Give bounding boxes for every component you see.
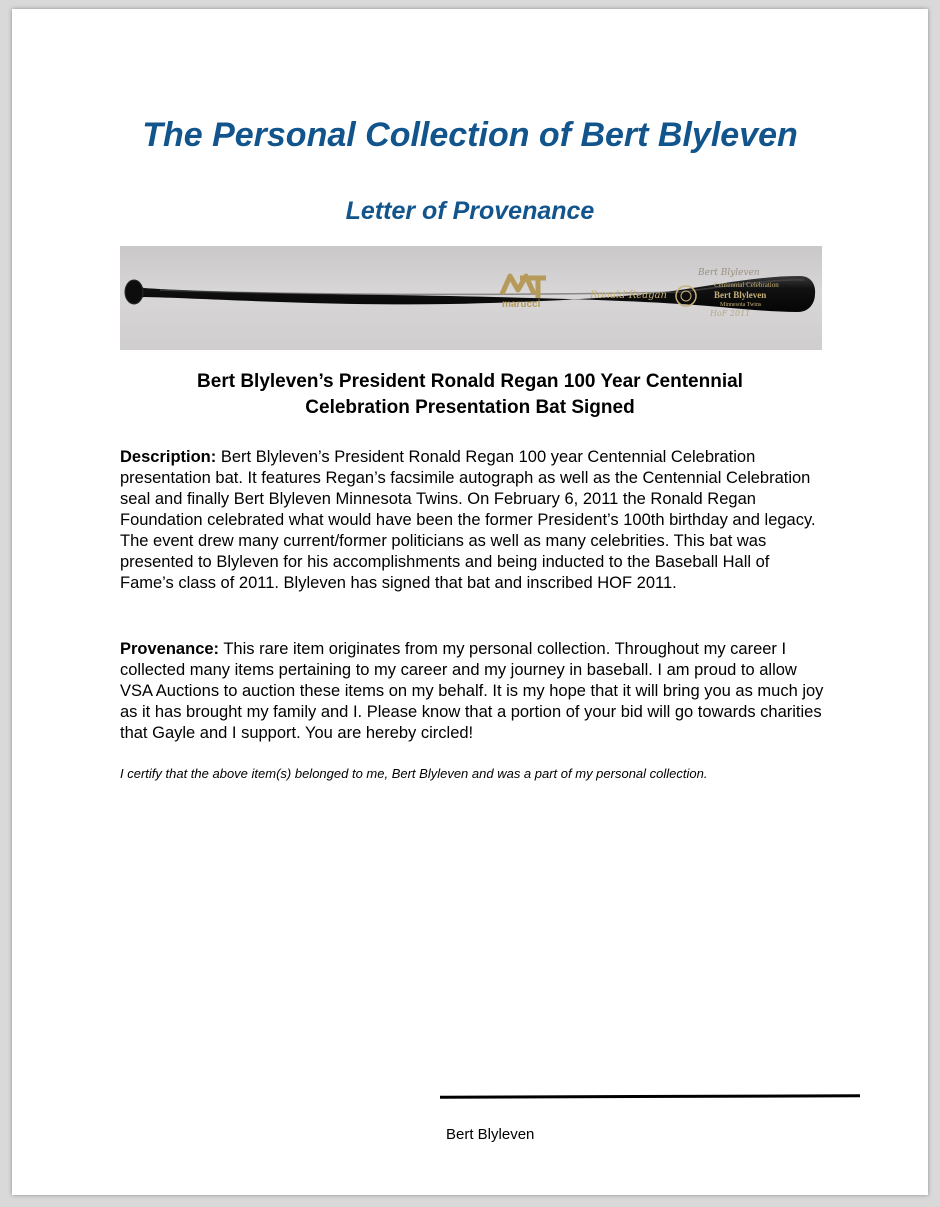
description-paragraph: [120, 447, 826, 594]
item-title-line-2: Celebration Presentation Bat Signed: [305, 397, 635, 418]
bat-inscription-1: Centennial Celebration: [714, 281, 779, 289]
bat-inscription-2: Bert Blyleven: [714, 290, 767, 300]
provenance-text: This rare item originates from my personal collection. Throughout my career I collected many items pertaining to my career and my journey in baseball. I am proud to allow VSA Auctions to auction these items on my behalf. It is my hope that it will bring you as much joy as it has brought my family and I. Please know that a portion of your bid will go towards charities that Gayle and I support. You are hereby circled!: [120, 640, 824, 742]
document-page: [12, 9, 928, 1195]
bat-hof-note: HoF 2011: [710, 309, 751, 318]
item-title: [120, 369, 820, 421]
bat-brand-text: marucci: [502, 299, 541, 310]
item-title-line-1: Bert Blyleven’s President Ronald Regan 100 Year Centennial: [197, 371, 743, 392]
baseball-bat-photo: [120, 246, 822, 350]
document-subtitle: Letter of Provenance: [345, 197, 595, 225]
bat-autograph: Bert Blyleven: [698, 268, 760, 278]
signature-name: Bert Blyleven: [446, 1126, 535, 1143]
provenance-paragraph: [120, 639, 826, 744]
provenance-label: Provenance:: [120, 640, 220, 658]
bat-inscription-3: Minnesota Twins: [720, 302, 762, 308]
document-title: The Personal Collection of Bert Blyleven: [142, 116, 798, 154]
description-text: Bert Blyleven’s President Ronald Regan 100 year Centennial Celebration presentation bat. It features Regan’s facsimile autograph as well as the Centennial Celebration seal and finally Bert Blyleven Minnesota Twins. On February 6, 2011 the Ronald Regan Foundation celebrated what would have been the former President’s 100th birthday and legacy. The event drew many current/former politicians as well as many celebrities. This bat was presented to Blyleven for his accomplishments and being inducted to the Baseball Hall of Fame’s class of 2011. Blyleven has signed that bat and inscribed HOF 2011.: [120, 448, 816, 592]
certification-statement: I certify that the above item(s) belonged to me, Bert Blyleven and was a part of my personal collection.: [120, 766, 708, 781]
bat-illustration: [120, 246, 822, 350]
description-label: Description:: [120, 448, 217, 466]
reagan-autograph: Ronald Reagan: [590, 290, 667, 301]
